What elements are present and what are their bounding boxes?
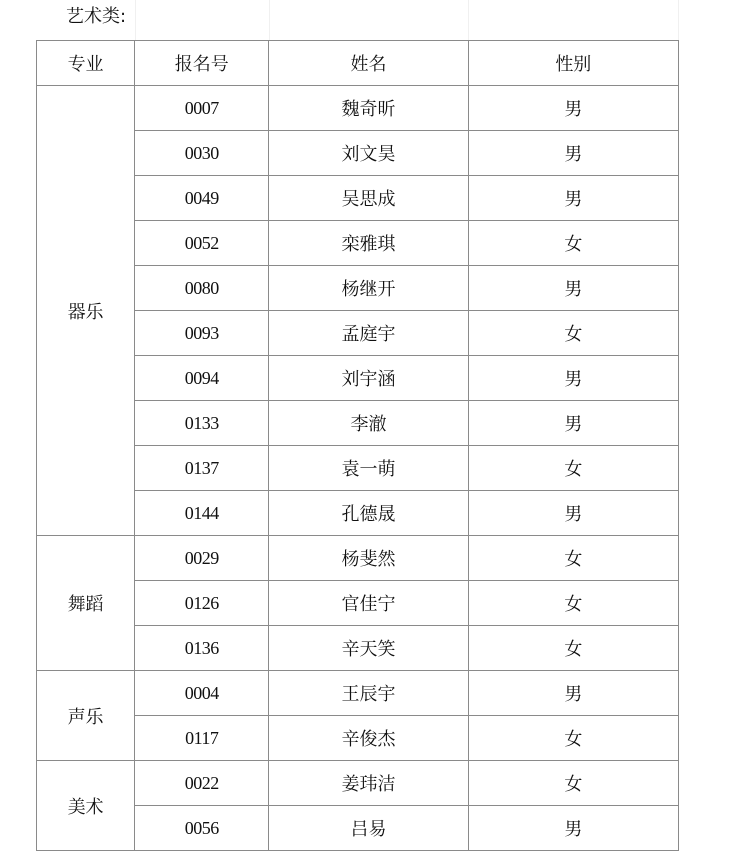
gender-cell: 男 — [468, 131, 678, 176]
gender-cell: 女 — [468, 446, 678, 491]
major-cell: 声乐 — [37, 671, 135, 761]
section-title: 艺术类: — [66, 6, 127, 27]
name-cell: 吕易 — [269, 806, 468, 851]
gender-cell: 女 — [468, 581, 678, 626]
id-cell: 0056 — [135, 806, 269, 851]
name-cell: 杨继开 — [269, 266, 468, 311]
header-name: 姓名 — [269, 41, 468, 86]
id-cell: 0126 — [135, 581, 269, 626]
gender-cell: 女 — [468, 311, 678, 356]
id-cell: 0022 — [135, 761, 269, 806]
name-cell: 王辰宇 — [269, 671, 468, 716]
name-cell: 刘文昊 — [269, 131, 468, 176]
admission-table — [36, 40, 679, 851]
id-cell: 0094 — [135, 356, 269, 401]
name-cell: 辛俊杰 — [269, 716, 468, 761]
name-cell: 袁一萌 — [269, 446, 468, 491]
gender-cell: 男 — [468, 176, 678, 221]
gender-cell: 女 — [468, 536, 678, 581]
header-id: 报名号 — [135, 41, 269, 86]
header-gender: 性别 — [468, 41, 678, 86]
table-row — [37, 671, 679, 716]
header-row — [37, 41, 679, 86]
name-cell: 栾雅琪 — [269, 221, 468, 266]
name-cell: 吴思成 — [269, 176, 468, 221]
name-cell: 李澈 — [269, 401, 468, 446]
id-cell: 0052 — [135, 221, 269, 266]
major-cell: 器乐 — [37, 86, 135, 536]
major-cell: 美术 — [37, 761, 135, 851]
table-row — [37, 536, 679, 581]
faint-guide-line — [468, 0, 469, 40]
name-cell: 辛天笑 — [269, 626, 468, 671]
id-cell: 0004 — [135, 671, 269, 716]
major-cell: 舞蹈 — [37, 536, 135, 671]
id-cell: 0007 — [135, 86, 269, 131]
name-cell: 魏奇昕 — [269, 86, 468, 131]
gender-cell: 女 — [468, 221, 678, 266]
id-cell: 0144 — [135, 491, 269, 536]
id-cell: 0093 — [135, 311, 269, 356]
id-cell: 0030 — [135, 131, 269, 176]
faint-guide-line — [678, 0, 679, 40]
table-row — [37, 761, 679, 806]
id-cell: 0117 — [135, 716, 269, 761]
name-cell: 官佳宁 — [269, 581, 468, 626]
gender-cell: 男 — [468, 266, 678, 311]
name-cell: 刘宇涵 — [269, 356, 468, 401]
gender-cell: 男 — [468, 671, 678, 716]
id-cell: 0136 — [135, 626, 269, 671]
name-cell: 孔德晟 — [269, 491, 468, 536]
gender-cell: 男 — [468, 806, 678, 851]
gender-cell: 男 — [468, 86, 678, 131]
id-cell: 0137 — [135, 446, 269, 491]
gender-cell: 女 — [468, 761, 678, 806]
header-major: 专业 — [37, 41, 135, 86]
gender-cell: 男 — [468, 491, 678, 536]
id-cell: 0133 — [135, 401, 269, 446]
id-cell: 0080 — [135, 266, 269, 311]
name-cell: 姜玮洁 — [269, 761, 468, 806]
name-cell: 孟庭宇 — [269, 311, 468, 356]
gender-cell: 女 — [468, 716, 678, 761]
faint-guide-line — [269, 0, 270, 40]
name-cell: 杨斐然 — [269, 536, 468, 581]
faint-guide-line — [135, 0, 136, 40]
id-cell: 0049 — [135, 176, 269, 221]
gender-cell: 男 — [468, 401, 678, 446]
table-row — [37, 86, 679, 131]
gender-cell: 男 — [468, 356, 678, 401]
gender-cell: 女 — [468, 626, 678, 671]
id-cell: 0029 — [135, 536, 269, 581]
